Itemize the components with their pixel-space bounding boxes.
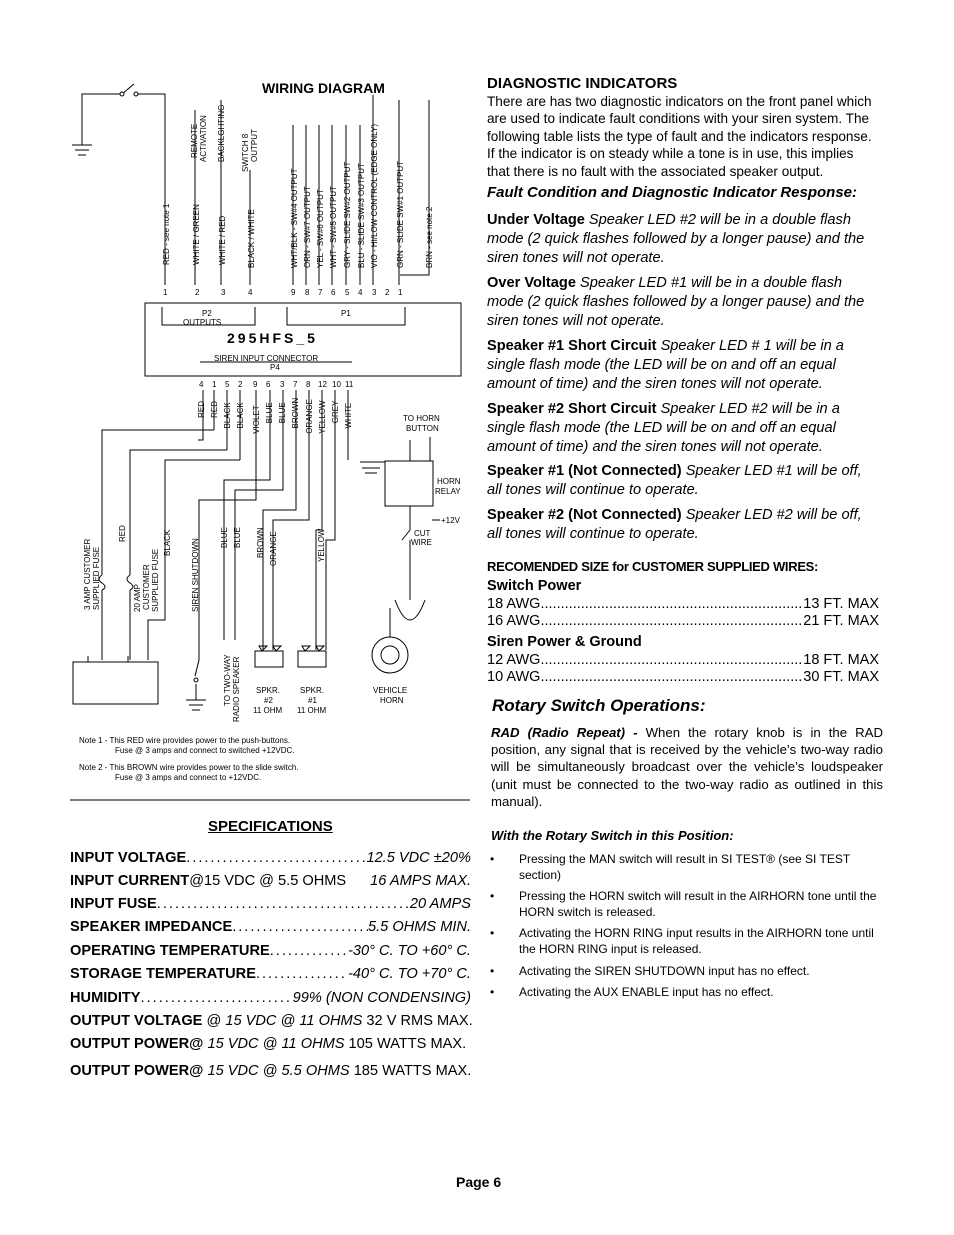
top-wire-label: BLACK / WHITE	[247, 209, 256, 268]
output-spec-row: OUTPUT POWER@ 15 VDC @ 11 OHMS 105 WATTS MAX.	[70, 1036, 467, 1052]
pin-number: 1	[212, 380, 217, 389]
bottom-wire-label: BLUE	[278, 402, 287, 424]
pin-number: 9	[253, 380, 258, 389]
spk1-2: #1	[308, 696, 317, 705]
bottom-wire-label: BLACK	[223, 402, 232, 429]
pin-number: 6	[266, 380, 271, 389]
top-wire-label: BRN - see note 2	[425, 206, 434, 268]
top-wire-label: ORN - SW#7 OUTPUT	[303, 186, 312, 268]
wire-row: 16 AWG ..... 21 FT. MAX	[487, 613, 879, 629]
horn-relay-2: RELAY	[435, 487, 461, 496]
pin-number: 5	[225, 380, 230, 389]
spk2-1: SPKR.	[256, 686, 281, 695]
pin-number: 4	[248, 288, 253, 297]
top-wire-label: VIO - HI/LOW CONTROL (EDGE ONLY)	[370, 123, 379, 268]
pin-number: 7	[318, 288, 323, 297]
diagnostic-title: DIAGNOSTIC INDICATORS	[487, 75, 678, 92]
bullet-item: • Pressing the MAN switch will result in SI TEST® (see SI TEST section)	[487, 852, 887, 883]
horn-relay-1: HORN	[437, 477, 461, 486]
fuse20-1: 20 AMP	[133, 583, 142, 612]
to-radio-1: TO TWO-WAY	[223, 654, 232, 706]
wire-row: 18 AWG ..... 13 FT. MAX	[487, 596, 879, 612]
to-radio-2: RADIO SPEAKER	[232, 656, 241, 722]
spk1-3: 11 OHM	[297, 706, 327, 715]
pin-number: 3	[372, 288, 377, 297]
rotary-bullets	[487, 852, 887, 1007]
fault-item: Speaker #2 (Not Connected) Speaker LED #2 will be off, all tones will continue to operate.	[487, 507, 862, 542]
pin-number: 10	[332, 380, 341, 389]
cut-wire-2: WIRE	[411, 538, 432, 547]
fault-title: Fault Condition and Diagnostic Indicator Response:	[487, 184, 858, 201]
lower-red: RED	[118, 525, 127, 542]
fault-item: Speaker #1 (Not Connected) Speaker LED #1 will be off, all tones will continue to operate.	[487, 463, 862, 498]
vehicle-horn-2: HORN	[380, 696, 404, 705]
spk1-1: SPKR.	[300, 686, 325, 695]
pin-number: 1	[163, 288, 168, 297]
spec-row: INPUT FUSE ..... 20 AMPS	[70, 896, 471, 912]
pin-number: 12	[318, 380, 327, 389]
siren-power-label: Siren Power & Ground	[487, 634, 642, 650]
pin-number: 4	[199, 380, 204, 389]
top-wire-label: GRN - SLIDE SW#1 OUTPUT	[396, 160, 405, 268]
bottom-wire-label: RED	[197, 401, 206, 418]
spec-row: OPERATING TEMPERATURE ..... -30° C. TO +60° C.	[70, 943, 471, 959]
spec-row: STORAGE TEMPERATURE ..... -40° C. TO +70° C.	[70, 966, 471, 982]
pin-number: 11	[345, 380, 354, 389]
note2-1: Note 2 - This BROWN wire provides power to the slide switch.	[79, 763, 299, 772]
pin-number: 2	[385, 288, 390, 297]
lower-orange: ORANGE	[269, 531, 278, 566]
lower-blue-1: BLUE	[220, 527, 229, 548]
vehicle-horn-1: VEHICLE	[373, 686, 408, 695]
bottom-wire-label: YELLOW	[318, 400, 327, 434]
bottom-wire-label: BLUE	[265, 402, 274, 424]
diagnostic-intro: There are has two diagnostic indicators on the front panel which are used to indicate fault conditions with your siren system. The following table lists the type of fault and the indicators response. If the indicator is on steady while a tone is in use, this implies that there is no fault with the associated speaker output.	[487, 94, 872, 179]
plus12-label: +12V	[441, 516, 460, 525]
battery-label: 12V BATTERY	[96, 675, 150, 684]
p1-label: P1	[341, 309, 351, 318]
lower-black: BLACK	[163, 529, 172, 556]
activation-label: ACTIVATION	[199, 115, 208, 162]
bottom-wire-label: ORANGE	[305, 399, 314, 434]
page-number: Page 6	[456, 1174, 502, 1190]
fault-item: Under Voltage Speaker LED #2 will be in a double flash mode (2 quick flashes followed by a longer pause) and the siren tones will not operate.	[487, 212, 865, 266]
top-wire-label: WHITE / RED	[218, 215, 227, 265]
fuse20-2: CUSTOMER	[142, 564, 151, 610]
fault-item: Speaker #1 Short Circuit Speaker LED # 1 will be in a single flash mode (the LED will be on and off an equal amount of time) and the siren tones will not operate.	[487, 338, 844, 392]
top-wire-label: WHITE / GREEN	[192, 204, 201, 265]
note1-1: Note 1 - This RED wire provides power to the push-buttons.	[79, 736, 291, 745]
battery-minus: −	[125, 664, 130, 673]
output-spec-row: OUTPUT POWER@ 15 VDC @ 5.5 OHMS 185 WATTS MAX.	[70, 1063, 472, 1079]
pin-number: 1	[398, 288, 403, 297]
top-wire-label: RED - see note 1	[162, 203, 171, 265]
lower-blue-2: BLUE	[233, 527, 242, 548]
bullet-item: • Activating the AUX ENABLE input has no effect.	[487, 985, 887, 1001]
pin-number: 7	[293, 380, 298, 389]
bottom-wire-label: BLACK	[236, 402, 245, 429]
lower-brown: BROWN	[256, 527, 265, 558]
battery-plus: +	[91, 664, 96, 673]
top-wire-label: WHT/BLK - SW#4 OUTPUT	[290, 168, 299, 268]
spk2-3: 11 OHM	[253, 706, 283, 715]
cut-wire-1: CUT	[414, 529, 431, 538]
bottom-wire-label: GREY	[331, 400, 340, 424]
to-horn-2: BUTTON	[406, 424, 439, 433]
spec-row: INPUT CURRENT @15 VDC @ 5.5 OHMS 16 AMPS MAX.	[70, 873, 471, 889]
p2-label: P2	[202, 309, 212, 318]
with-title: With the Rotary Switch in this Position:	[491, 828, 734, 843]
top-wire-label: BLU - SLIDE SW#3 OUTPUT	[357, 163, 366, 268]
pin-number: 9	[291, 288, 296, 297]
pin-number: 5	[345, 288, 350, 297]
top-wire-label: WHT - SW#5 OUTPUT	[329, 185, 338, 268]
switch8-label: SWITCH 8	[241, 133, 250, 172]
output-spec-row: OUTPUT VOLTAGE @ 15 VDC @ 11 OHMS 32 V RMS MAX.	[70, 1013, 473, 1029]
bottom-wire-label: VIOLET	[252, 405, 261, 434]
wire-row: 12 AWG ..... 18 FT. MAX	[487, 652, 879, 668]
pin-number: 4	[358, 288, 363, 297]
pin-number: 6	[331, 288, 336, 297]
outputs-label: OUTPUTS	[183, 318, 222, 327]
spec-row: SPEAKER IMPEDANCE ..... 5.5 OHMS MIN.	[70, 919, 471, 935]
connector-label: SIREN INPUT CONNECTOR	[214, 354, 319, 363]
switch8-output: OUTPUT	[250, 129, 259, 162]
fuse3-1: 3 AMP CUSTOMER	[83, 538, 92, 610]
remote-label: REMOTE	[190, 123, 199, 158]
backlighting-label: BACKLGHTING	[217, 104, 226, 162]
to-horn-1: TO HORN	[403, 414, 440, 423]
pin-number: 3	[280, 380, 285, 389]
fuse20-3: SUPPLIED FUSE	[151, 548, 160, 612]
note1-2: Fuse @ 3 amps and connect to switched +12VDC.	[115, 746, 295, 755]
fuse3-2: SUPPLIED FUSE	[92, 546, 101, 610]
wire-row: 10 AWG ..... 30 FT. MAX	[487, 669, 879, 685]
lower-siren-shutdown: SIREN SHUTDOWN	[191, 538, 200, 612]
bullet-item: • Activating the HORN RING input results in the AIRHORN tone until the HORN RING input is released.	[487, 926, 887, 957]
top-wire-label: GRY - SLIDE SW#2 OUTPUT	[343, 161, 352, 268]
bullet-item: • Pressing the HORN switch will result in the AIRHORN tone until the HORN switch is released.	[487, 889, 887, 920]
bottom-wire-label: RED	[210, 401, 219, 418]
spec-row: HUMIDITY ..... 99% (NON CONDENSING)	[70, 990, 471, 1006]
rad-paragraph: RAD (Radio Repeat) - When the rotary knob is in the RAD position, any signal that is received by the vehicle’s two-way radio will be simultaneously broadcast over the vehicle’s loudspeaker (unit must be connected to the two-way radio as outlined in this manual).	[491, 725, 884, 809]
p4-label: P4	[270, 363, 280, 372]
switch-power-label: Switch Power	[487, 578, 582, 594]
unit-model: 295HFS_5	[227, 330, 318, 346]
fault-item: Over Voltage Speaker LED #1 will be in a double flash mode (2 quick flashes followed by a longer pause) and the siren tones will not operate.	[487, 275, 865, 329]
wiring-diagram	[0, 0, 480, 810]
pin-number: 3	[221, 288, 226, 297]
specs-title: SPECIFICATIONS	[208, 818, 333, 835]
pin-number: 2	[195, 288, 200, 297]
spec-row: INPUT VOLTAGE ..... 12.5 VDC ±20%	[70, 850, 471, 866]
pin-number: 8	[306, 380, 311, 389]
note2-2: Fuse @ 3 amps and connect to +12VDC.	[115, 773, 262, 782]
wire-size-title: RECOMENDED SIZE for CUSTOMER SUPPLIED WIRES:	[487, 559, 819, 574]
bottom-wire-label: WHITE	[344, 402, 353, 429]
pin-number: 8	[305, 288, 310, 297]
bullet-item: • Activating the SIREN SHUTDOWN input has no effect.	[487, 964, 887, 980]
lower-yellow: YELLOW	[317, 528, 326, 562]
fault-item: Speaker #2 Short Circuit Speaker LED #2 will be in a single flash mode (the LED will be on and off an equal amount of time) and the siren tones will not operate.	[487, 401, 840, 455]
top-wire-label: YEL - SW#6 OUTPUT	[316, 189, 325, 268]
spk2-2: #2	[264, 696, 273, 705]
pin-number: 2	[238, 380, 243, 389]
rotary-title: Rotary Switch Operations:	[492, 696, 706, 715]
bottom-wire-label: BROWN	[291, 397, 300, 429]
diagram-title: WIRING DIAGRAM	[262, 80, 385, 96]
